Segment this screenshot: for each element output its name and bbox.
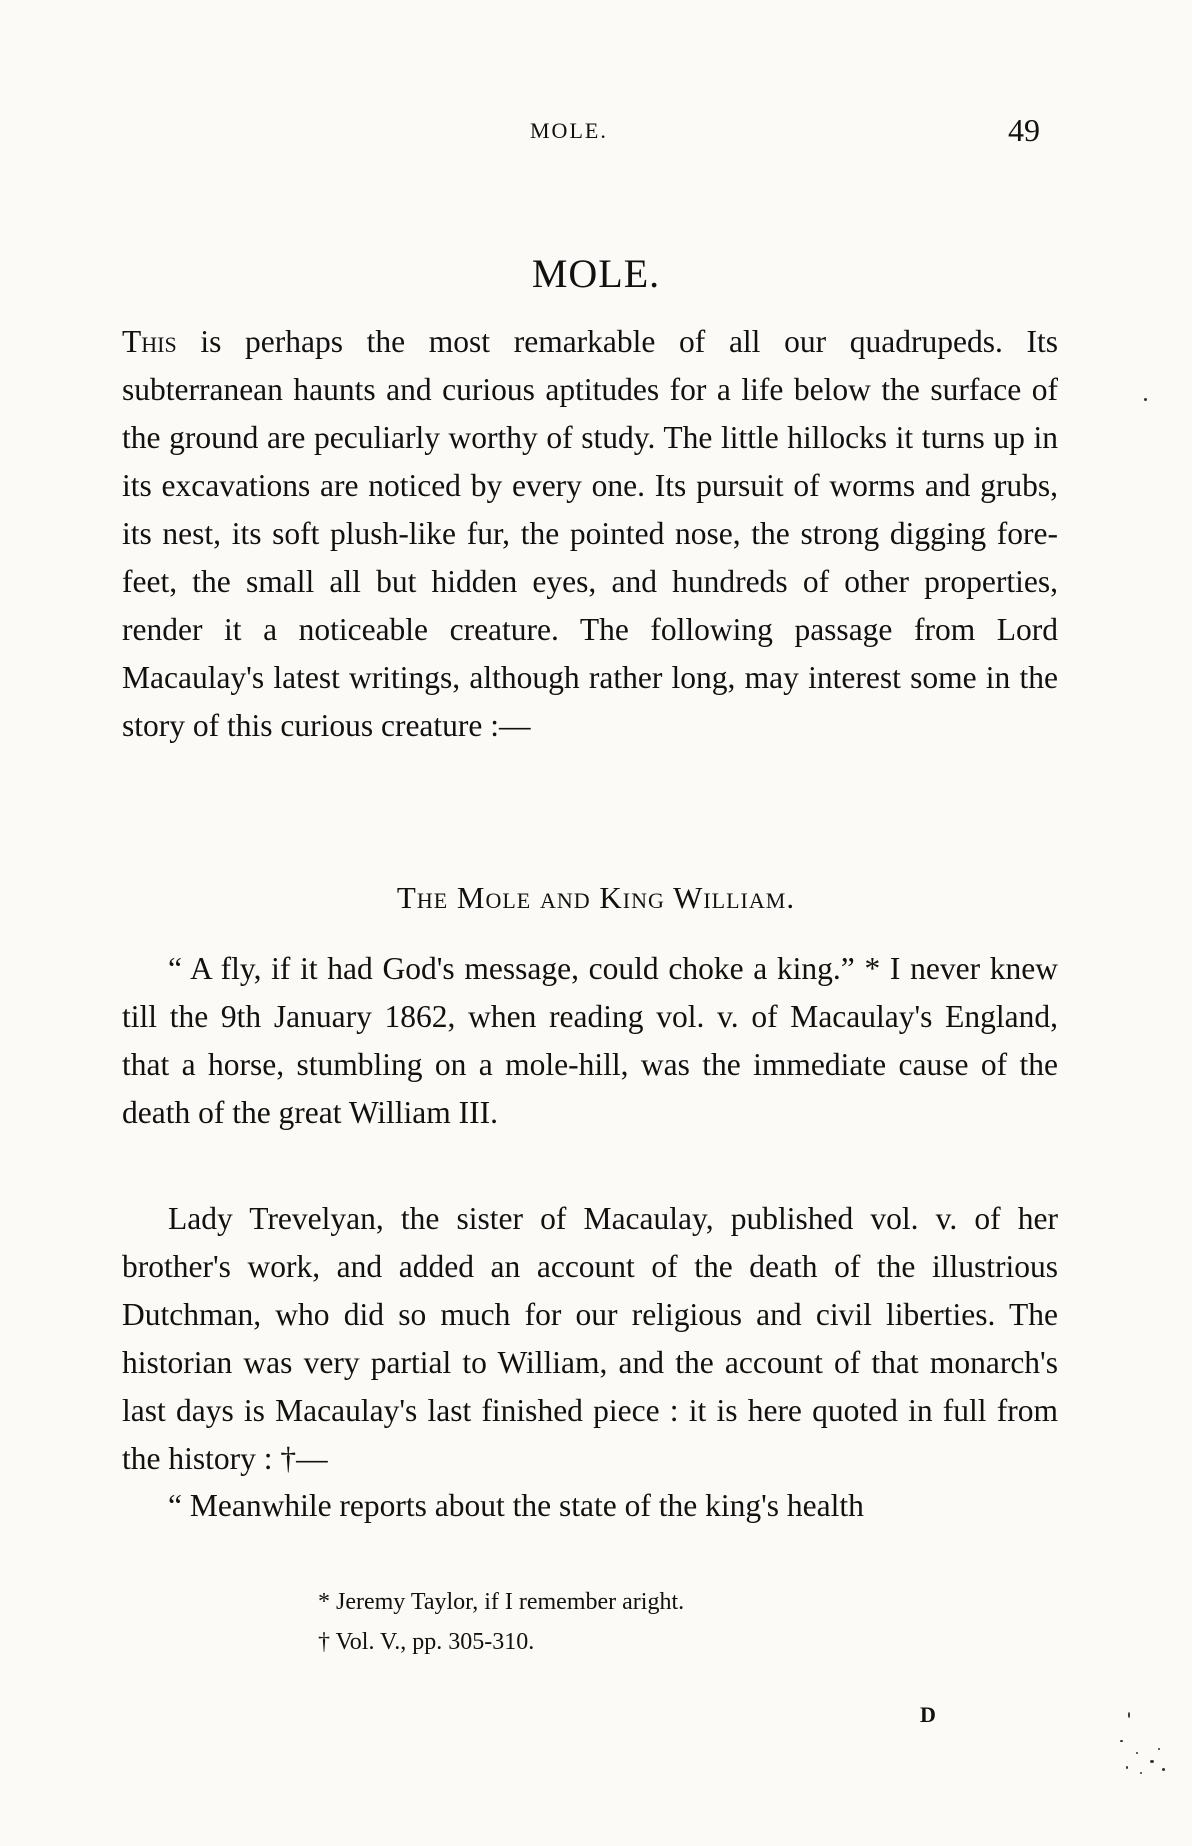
speck [1150,1760,1154,1763]
intro-paragraph [122,318,1058,750]
running-head [0,112,1192,158]
body-paragraph-2 [122,1195,1058,1483]
intro-text: is perhaps the most remarkable of all our quadrupeds. Its subterranean haunts and curious aptitudes for a life below the surface of the ground are peculiarly worthy of study. The little hillocks it turns up in its excavations are noticed by every one. Its pursuit of worms and grubs, its nest, its soft plush-like fur, the pointed nose, the strong digging fore-feet, the small all but hidden eyes, and hundreds of other properties, render it a noticeable creature. The following passage from Lord Macaulay's latest writings, although rather long, may interest some in the story of this curious creature :— [122,324,1058,743]
paragraph-text: “ Meanwhile reports about the state of the king's health [168,1488,864,1523]
speck [1128,1712,1130,1718]
intro-lead-word: This [122,324,177,359]
speck [1140,1772,1142,1774]
body-paragraph-3 [122,1482,1058,1530]
body-paragraph-1 [122,945,1058,1137]
speck [1144,398,1147,401]
chapter-title: MOLE. [531,251,661,296]
speck [1136,1752,1138,1754]
section-subheading: The Mole and King William. [396,880,796,915]
speck [1120,1740,1123,1742]
running-head-title: MOLE. [530,118,608,143]
footnote-1: * Jeremy Taylor, if I remember aright. [318,1589,685,1615]
footnotes [318,1582,1018,1662]
speck [1162,1768,1165,1771]
speck [1158,1748,1160,1750]
page-number: 49 [1008,112,1040,148]
paragraph-text: “ A fly, if it had God's message, could choke a king.” * I never knew till the 9th January 1862, when reading vol. v. of Macaulay's England, that a horse, stumbling on a mole-hill, was the immediate cause of the death of the great William III. [122,951,1058,1130]
signature-mark: D [920,1702,936,1727]
speck [1126,1766,1128,1769]
paragraph-text: Lady Trevelyan, the sister of Macaulay, published vol. v. of her brother's work, and added an account of the death of the illustrious Dutchman, who did so much for our religious and civil liberties. The historian was very partial to William, and the account of that monarch's last days is Macaulay's last finished piece : it is here quoted in full from the history : †— [122,1201,1058,1476]
footnote-2: † Vol. V., pp. 305-310. [318,1629,535,1655]
